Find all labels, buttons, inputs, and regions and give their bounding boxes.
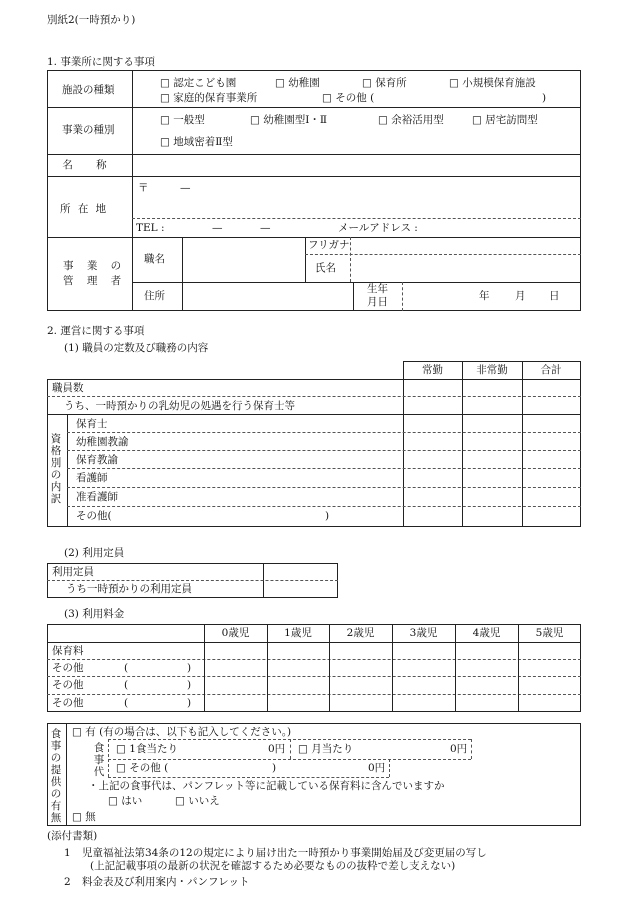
row-assistant-nurse: 准看護師 <box>76 491 118 503</box>
section1-heading: 1. 事業所に関する事項 <box>47 56 155 68</box>
meal-provision-label: 食事の提供の有無 <box>50 728 62 825</box>
attachment-1-note: (上記記載事項の最新の状況を確認するため必要なものの抜粋で差し支えない) <box>90 860 456 872</box>
meal-yes-option[interactable]: □ 有 (有の場合は、以下も記入してください。) <box>72 726 292 738</box>
attachment-1-number: 1 <box>64 847 71 859</box>
option-kindergarten[interactable]: □ 幼稚園 <box>275 77 320 89</box>
per-month-yen: 0円 <box>450 743 468 755</box>
row-fee-other-3: その他 <box>52 697 84 709</box>
paren-open-2: ( <box>124 679 129 691</box>
meal-other-close: ) <box>272 762 277 774</box>
postal-dash: — <box>180 182 191 194</box>
meal-other-option[interactable]: □ その他 ( <box>116 762 169 774</box>
attachment-2: 料金表及び利用案内・パンフレット <box>82 876 250 888</box>
attachment-1: 児童福祉法第34条の12の規定により届け出た一時預かり事業開始届及び変更届の写し <box>82 847 487 859</box>
row-kindergarten-teacher: 幼稚園教諭 <box>76 436 129 448</box>
document-title: 別紙2(一時預かり) <box>47 14 136 26</box>
name-label: 名 称 <box>62 159 117 171</box>
paren-close-2: ) <box>187 679 192 691</box>
per-month-option[interactable]: □ 月当たり <box>298 743 354 755</box>
option-other-close: ) <box>542 92 547 104</box>
row-fee-other-2: その他 <box>52 679 84 691</box>
birth-year: 年 <box>479 290 490 302</box>
option-nintei-kodomoen[interactable]: □ 認定こども園 <box>160 77 237 89</box>
location-label: 所 在 地 <box>60 203 109 215</box>
staff-heading: (1) 職員の定数及び職務の内容 <box>64 342 209 354</box>
row-fee-other-1: その他 <box>52 662 84 674</box>
facility-type-label: 施設の種類 <box>62 84 115 96</box>
position-label: 職名 <box>144 253 165 265</box>
row-childcare-workers: うち、一時預かりの乳幼児の処遇を行う保育士等 <box>64 400 295 412</box>
capacity-row: 利用定員 <box>52 566 94 578</box>
paren-close-1: ) <box>187 662 192 674</box>
col-age-1: 1歳児 <box>284 627 312 639</box>
per-meal-option[interactable]: □ 1食当たり <box>116 743 178 755</box>
birth-label-2: 月日 <box>367 296 388 308</box>
email-label: メールアドレス : <box>338 222 418 234</box>
paren-open-3: ( <box>124 697 129 709</box>
col-age-0: 0歳児 <box>221 627 250 639</box>
qualification-breakdown-label: 資格別の内訳 <box>50 433 62 506</box>
option-home-nursery[interactable]: □ 家庭的保育事業所 <box>160 92 258 104</box>
meal-included-question: ・上記の食事代は、パンフレット等に記載している保育料に含んでいますか <box>88 780 445 792</box>
col-total: 合計 <box>540 364 562 376</box>
temp-capacity-row: うち一時預かりの利用定員 <box>66 583 192 595</box>
row-other-close: ) <box>325 510 330 522</box>
tel-dash-1: — <box>212 222 223 234</box>
option-other[interactable]: □ その他 ( <box>322 92 375 104</box>
furigana-label: フリガナ <box>308 239 350 251</box>
business-type-label: 事業の種別 <box>62 124 115 136</box>
birth-label-1: 生年 <box>367 283 388 295</box>
row-other: その他( <box>76 510 112 522</box>
postal-mark: 〒 <box>138 182 149 194</box>
meal-no-option[interactable]: □ 無 <box>72 811 96 823</box>
row-childcare-educator: 保育教諭 <box>76 454 118 466</box>
option-surplus[interactable]: □ 余裕活用型 <box>378 114 444 126</box>
col-fulltime: 常勤 <box>422 364 443 376</box>
birth-month: 月 <box>515 290 526 302</box>
option-general[interactable]: □ 一般型 <box>160 114 205 126</box>
section2-heading: 2. 運営に関する事項 <box>47 325 145 337</box>
birth-day: 日 <box>549 290 560 302</box>
fees-heading: (3) 利用料金 <box>64 608 125 620</box>
row-childcare-fee: 保育料 <box>52 645 84 657</box>
manager-name-label: 氏名 <box>315 262 336 274</box>
option-community[interactable]: □ 地域密着Ⅱ型 <box>160 136 233 148</box>
included-yes-option[interactable]: □ はい <box>108 795 143 807</box>
col-parttime: 非常勤 <box>476 364 508 376</box>
paren-open-1: ( <box>124 662 129 674</box>
option-small-nursery[interactable]: □ 小規模保育施設 <box>449 77 536 89</box>
col-age-4: 4歳児 <box>472 627 501 639</box>
address-label: 住所 <box>144 290 165 302</box>
paren-close-3: ) <box>187 697 192 709</box>
meal-other-yen: 0円 <box>368 762 386 774</box>
per-meal-yen: 0円 <box>268 743 286 755</box>
manager-label-2: 管 理 者 <box>63 275 127 287</box>
option-home-visit[interactable]: □ 居宅訪問型 <box>472 114 538 126</box>
attachment-2-number: 2 <box>64 876 71 888</box>
option-nursery[interactable]: □ 保育所 <box>362 77 407 89</box>
row-staff-count: 職員数 <box>52 382 84 394</box>
included-no-option[interactable]: □ いいえ <box>175 795 220 807</box>
col-age-5: 5歳児 <box>535 627 564 639</box>
option-kindergarten-type[interactable]: □ 幼稚園型Ⅰ・Ⅱ <box>250 114 328 126</box>
col-age-3: 3歳児 <box>409 627 438 639</box>
col-age-2: 2歳児 <box>346 627 375 639</box>
meal-fee-label: 食事代 <box>93 742 105 779</box>
row-nurse: 看護師 <box>76 472 108 484</box>
tel-label: TEL : <box>136 222 165 234</box>
manager-label-1: 事 業 の <box>63 260 127 272</box>
capacity-heading: (2) 利用定員 <box>64 547 125 559</box>
tel-dash-2: — <box>260 222 271 234</box>
row-nursery-teacher: 保育士 <box>76 418 108 430</box>
attachments-heading: (添付書類) <box>47 830 98 842</box>
